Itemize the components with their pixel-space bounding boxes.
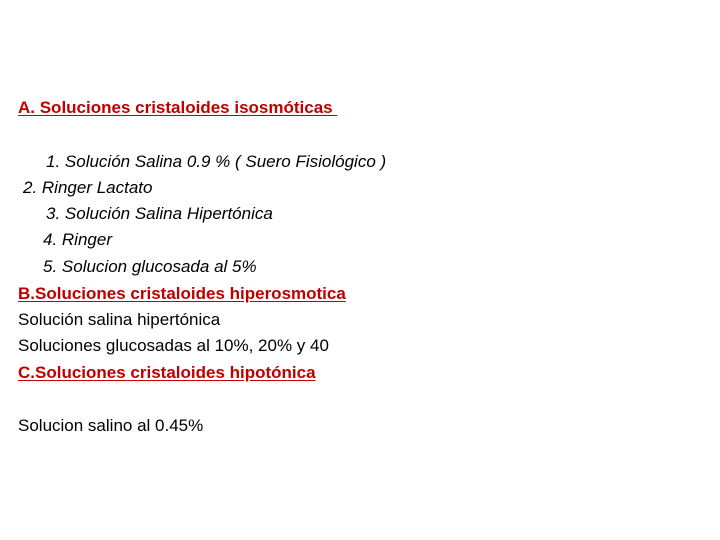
section-b-line-2: Soluciones glucosadas al 10%, 20% y 40	[18, 336, 329, 355]
section-a-item-4: 4. Ringer	[43, 230, 112, 249]
section-a-item-2: 2. Ringer Lactato	[23, 178, 153, 197]
section-a-heading: A. Soluciones cristaloides isosmóticas	[18, 98, 338, 117]
section-c-heading: C.Soluciones cristaloides hipotónica	[18, 363, 316, 382]
section-a-item-5: 5. Solucion glucosada al 5%	[43, 257, 257, 276]
section-b-heading: B.Soluciones cristaloides hiperosmotica	[18, 284, 346, 303]
section-a-item-1: 1. Solución Salina 0.9 % ( Suero Fisiológico )	[46, 152, 387, 171]
section-b-line-1: Solución salina hipertónica	[18, 310, 221, 329]
section-c-line-1: Solucion salino al 0.45%	[18, 416, 204, 435]
section-a-item-3: 3. Solución Salina Hipertónica	[46, 204, 273, 223]
